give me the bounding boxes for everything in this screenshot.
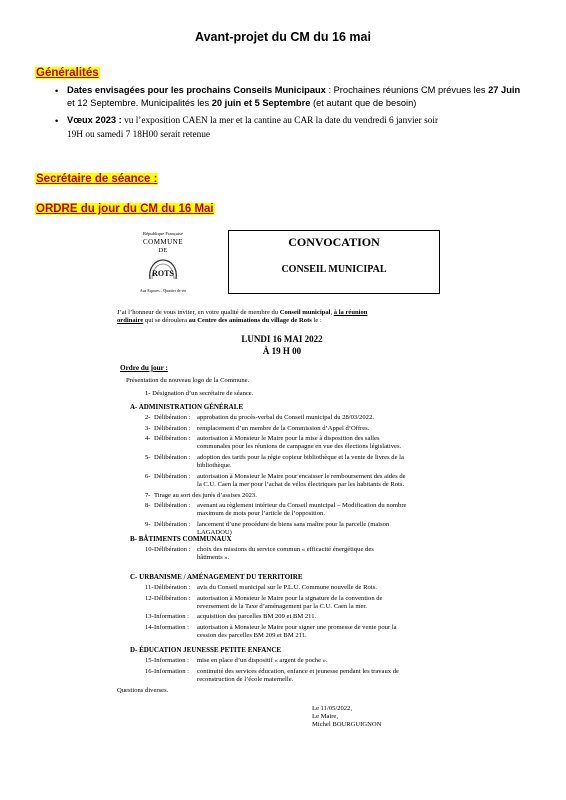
agenda-section-heading: B- BÂTIMENTS COMMUNAUX [130,535,232,543]
agenda-item-number: 4- [145,435,151,443]
agenda-item-type: Délibération : [154,521,191,528]
agenda-item-type: Délibération : [154,435,191,443]
agenda-item-type: Délibération : [154,424,191,432]
agenda-item-text: mise en place d’un dispositif « argent de poche ». [197,657,328,664]
agenda-item-number: 9- [145,521,151,528]
logo-motto: Aux Espaces – Quartier de vie [139,289,187,293]
agenda-item-type: Délibération : [154,594,191,602]
agenda-item-text: approbation du procès-verbal du Conseil municipal du 28/03/2022. [197,414,374,421]
rots-logo-icon [146,257,180,284]
agenda-item-type: Délibération : [154,502,191,510]
logo-de: DE [158,247,168,254]
agenda-item-number: 15- [145,657,154,664]
presentation-logo: Présentation du nouveau logo de la Commune. [126,377,250,384]
intro-text: J’ai l’honneur de vous inviter, en votre qualité de membre du [117,309,280,316]
intro-location: au Centre des animations du village de Rots [188,317,312,325]
voeux-label: Vœux 2023 : [67,115,122,125]
section-heading-generalites [35,63,100,81]
agenda-item-text: continuité des services éducation, enfance et jeunesse pendant les travaux de [197,667,399,675]
agenda-item-type: Information : [154,624,189,631]
agenda-item-number: 12- [145,594,154,602]
logo-commune: COMMUNE [142,238,184,246]
bullet-voeux [67,114,527,142]
agenda-item-number: 6- [145,472,151,480]
agenda-item-text: autorisation à Monsieur le Maire pour signer une promesse de vente pour la [197,624,397,631]
dates-label: Dates envisagées pour les prochains Conseils Municipaux [67,85,326,95]
generalites-heading: Généralités [36,67,99,79]
agenda-item-number: 14- [145,624,154,631]
meeting-date: LUNDI 16 MAI 2022 [241,334,323,344]
intro-bold: Conseil municipal [279,309,331,316]
bullet-icon: • [55,116,59,126]
agenda-item-type: Information : [154,667,189,675]
intro-paragraph [117,309,447,325]
voeux-text-2: 19H ou samedi 7 18H00 serait retenue [67,130,211,140]
agenda-section-heading: A- ADMINISTRATION GÉNÉRALE [130,403,244,411]
agenda-item-text: autorisation à Monsieur le Maire pour la mise à disposition des salles [197,435,380,443]
intro-text: , [330,309,334,316]
meeting-time: À 19 H 00 [262,346,302,356]
agenda-item-text: reconstruction de l’école maternelle. [197,675,294,683]
agenda-item-type: Information : [154,657,189,664]
secretaire-heading: Secrétaire de séance : [36,173,158,185]
ordre-du-jour-label: Ordre du jour : [120,364,168,372]
convocation-box [228,230,440,294]
questions-diverses: Questions diverses. [117,687,169,694]
bullet-dates [67,84,527,110]
agenda-item-text: cession des parcelles BM 209 et BM 211. [197,632,307,640]
agenda-item-text: communales pour les réunions de campagne en vue des élections législatives. [197,443,402,451]
intro-text: qui se déroulera [143,317,189,325]
dates-date2: 20 juin et 5 Septembre [211,98,311,108]
dates-date1: 27 Juin [488,85,521,95]
agenda-item-type: Délibération : [154,414,191,421]
agenda-item-number: 7- [145,491,151,499]
agenda-section-heading: C- URBANISME / AMÉNAGEMENT DU TERRITOIRE [130,573,303,581]
agenda-item-text: bibliothèque. [197,462,232,470]
ordre-heading: ORDRE du jour du CM du 16 Mai [36,203,214,215]
agenda-item-text: autorisation à Monsieur le Maire pour la signature de la convention de [197,594,383,602]
agenda-item-text: bâtiments ». [197,554,230,562]
agenda-item-type: Délibération : [154,454,191,461]
agenda-item-type: Délibération : [154,546,191,553]
agenda-item-text: avenant au règlement intérieur du Conseil municipal – Modification du nombre [197,502,407,510]
agenda-item-number: 2- [145,414,151,421]
agenda-section-heading: D- ÉDUCATION JEUNESSE PETITE ENFANCE [130,646,282,654]
logo-republique: République Française [143,231,183,236]
agenda-item-number: 13- [145,613,154,621]
dates-text-3: (et autant que de besoin) [310,98,417,108]
signature-title: Le Maire, [312,713,338,720]
dates-text-2: et 12 Septembre. Municipalités les [67,98,212,108]
agenda-item-text: reversement de la Taxe d’aménagement par la C.U. Caen la mer. [197,602,367,610]
intro-bold-underline: à la réunion [333,309,368,316]
agenda-item-number: 8- [145,502,151,510]
agenda-item-number: 11- [145,584,154,591]
intro-text: le : [311,317,322,325]
agenda-item-text: avis du Conseil municipal sur le P.L.U. Commune nouvelle de Rots. [197,584,377,591]
page-title: Avant-projet du CM du 16 mai [195,30,371,44]
intro-ordinaire: ordinaire [117,317,144,325]
agenda-item-text: maximum de mots pour l’article de l’opposition. [197,510,326,518]
conseil-municipal-title: CONSEIL MUNICIPAL [281,264,387,275]
agenda-item-text: LAGADOU) [197,529,232,537]
agenda-item-text: remplacement d’un membre de la Commission d’Appel d’Offres. [197,424,370,432]
section-heading-secretaire [35,169,158,187]
agenda-item-text: choix des missions du service commun « efficacité énergétique des [197,546,374,553]
agenda-item-number: 3- [145,424,151,432]
section-heading-ordre [35,199,215,217]
dates-text: : Prochaines réunions CM prévues les [325,85,489,95]
agenda-item-number: 10- [145,546,154,553]
agenda-item-type: Délibération : [154,472,191,480]
agenda-item-text: la C.U. Caen la mer pour l’achat de vélos électriques par les habitants de Rots. [197,481,405,488]
agenda-item-text: Tirage au sort des jurés d’assises 2023. [154,491,257,499]
signature-name: Michel BOURGUIGNON [312,721,382,728]
voeux-text: vu l’exposition CAEN la mer et la cantine au CAR la date du vendredi 6 janvier soir [121,116,439,126]
agenda-item-text: adoption des tarifs pour la régie copieur bibliothèque et la vente de livres de la [197,454,404,461]
agenda-item-type: Délibération : [154,584,191,591]
agenda-item-text: lancement d’une procédure de biens sans maître pour la parcelle (maison [197,521,390,528]
agenda-item-number: 5- [145,454,151,461]
convocation-title: CONVOCATION [288,235,380,249]
agenda-item-1: 1- Désignation d’un secrétaire de séance. [145,390,254,397]
agenda-item-type: Information : [154,613,189,621]
agenda-item-number: 16- [145,667,154,675]
svg-text:ROTS: ROTS [152,269,174,278]
logo-emblem [146,257,180,284]
agenda-item-text: autorisation à Monsieur le Maire pour encaisser le remboursement des aides de [197,472,406,480]
agenda-item-text: acquisition des parcelles BM 209 et BM 211. [197,613,317,621]
signature-date: Le 11/05/2022, [312,705,353,712]
bullet-icon: • [55,86,59,96]
